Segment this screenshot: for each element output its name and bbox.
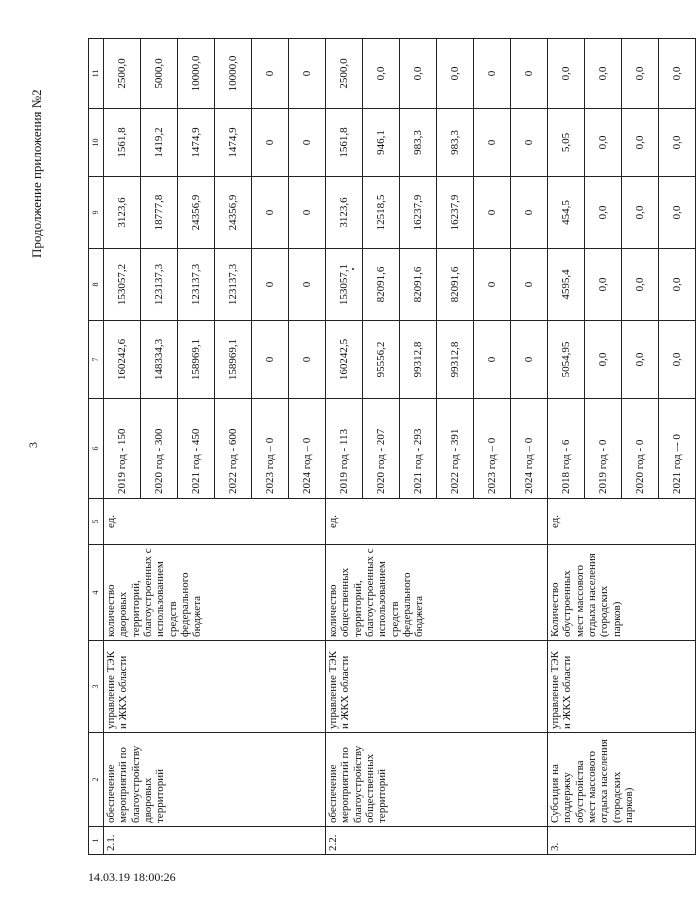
year-value-cell: 2019 год - 0 [585,399,622,499]
column-number: 4 [89,545,104,641]
local-budget-cell: 1474,9 [215,109,252,177]
federal-budget-cell: 0 [252,249,289,321]
local-budget-cell: 983,3 [437,109,474,177]
extra-budget-cell: 2500,0 [326,39,363,109]
total-cell: 0,0 [622,321,659,399]
total-cell: 0 [474,321,511,399]
local-budget-cell: 983,3 [400,109,437,177]
local-budget-cell: 0 [511,109,548,177]
total-cell: 0,0 [585,321,622,399]
extra-budget-cell: 0,0 [437,39,474,109]
year-value-cell: 2023 год – 0 [252,399,289,499]
federal-budget-cell: 0,0 [622,249,659,321]
page-number: 3 [26,442,40,448]
column-number: 1 [89,827,104,855]
extra-budget-cell: 0,0 [585,39,622,109]
federal-budget-cell: 123137,3 [178,249,215,321]
federal-budget-cell: 123137,3 [215,249,252,321]
year-value-cell: 2022 год - 600 [215,399,252,499]
print-timestamp: 14.03.19 18:00:26 [88,870,176,884]
row-number-cell: 2.1. [104,827,326,855]
executor-cell: управление ТЭК и ЖКХ области [326,641,548,733]
local-budget-cell: 0 [474,109,511,177]
rotated-table-container [88,39,683,855]
table-row [326,39,363,855]
table-row [104,39,141,855]
federal-budget-cell: 0 [474,249,511,321]
regional-budget-cell: 16237,9 [400,177,437,249]
year-value-cell: 2020 год - 0 [622,399,659,499]
year-value-cell: 2021 год –- 0 [659,399,696,499]
local-budget-cell: 0,0 [585,109,622,177]
executor-cell: управление ТЭК и ЖКХ области [548,641,696,733]
regional-budget-cell: 0 [289,177,326,249]
column-number: 10 [89,109,104,177]
regional-budget-cell: 3123,6 [104,177,141,249]
extra-budget-cell: 0,0 [659,39,696,109]
year-value-cell: 2019 год - 113 [326,399,363,499]
local-budget-cell: 5,05 [548,109,585,177]
regional-budget-cell: 3123,6 [326,177,363,249]
federal-budget-cell: 153057,2 [104,249,141,321]
federal-budget-cell: 153057,1 [326,249,363,321]
regional-budget-cell: 12518,5 [363,177,400,249]
local-budget-cell: 1419,2 [141,109,178,177]
program-table [88,38,696,855]
regional-budget-cell: 0 [474,177,511,249]
column-number: 2 [89,733,104,827]
column-number: 8 [89,249,104,321]
extra-budget-cell: 0 [511,39,548,109]
indicator-cell: количество общественных территорий, благоустроенных с использованием средств федерального бюджета [326,545,548,641]
regional-budget-cell: 0,0 [622,177,659,249]
regional-budget-cell: 0,0 [659,177,696,249]
total-cell: 5054,95 [548,321,585,399]
year-value-cell: 2023 год – 0 [474,399,511,499]
local-budget-cell: 1561,8 [326,109,363,177]
row-number-cell: 3. [548,827,696,855]
local-budget-cell: 0,0 [659,109,696,177]
federal-budget-cell: 0 [511,249,548,321]
regional-budget-cell: 16237,9 [437,177,474,249]
total-cell: 148334,3 [141,321,178,399]
column-number: 9 [89,177,104,249]
total-cell: 0 [252,321,289,399]
federal-budget-cell: 82091,6 [363,249,400,321]
extra-budget-cell: 10000,0 [178,39,215,109]
total-cell: 99312,8 [437,321,474,399]
year-value-cell: 2024 год – 0 [289,399,326,499]
total-cell: 99312,8 [400,321,437,399]
total-cell: 0 [511,321,548,399]
indicator-cell: количество дворовых территорий, благоустроенных с использованием средств федерального бюджета [104,545,326,641]
regional-budget-cell: 24356,9 [215,177,252,249]
unit-cell: ед. [548,499,696,545]
indicator-cell: Количество обустроенных мест массового отдыха населения (городских парков) [548,545,696,641]
extra-budget-cell: 0 [289,39,326,109]
local-budget-cell: 0 [289,109,326,177]
table-row [548,39,585,855]
extra-budget-cell: 0,0 [363,39,400,109]
appendix-title: Продолжение приложения №2 [29,89,44,258]
year-value-cell: 2024 год – 0 [511,399,548,499]
total-cell: 0,0 [659,321,696,399]
column-number: 11 [89,39,104,109]
extra-budget-cell: 0,0 [400,39,437,109]
federal-budget-cell: 0,0 [585,249,622,321]
extra-budget-cell: 0,0 [548,39,585,109]
regional-budget-cell: 454,5 [548,177,585,249]
regional-budget-cell: 18777,8 [141,177,178,249]
local-budget-cell: 0,0 [622,109,659,177]
federal-budget-cell: 4595,4 [548,249,585,321]
unit-cell: ед. [326,499,548,545]
executor-cell: управление ТЭК и ЖКХ области [104,641,326,733]
extra-budget-cell: 10000,0 [215,39,252,109]
extra-budget-cell: 2500,0 [104,39,141,109]
local-budget-cell: 1561,8 [104,109,141,177]
column-numbers-row [89,39,104,855]
federal-budget-cell: 0,0 [659,249,696,321]
year-value-cell: 2019 год - 150 [104,399,141,499]
regional-budget-cell: 24356,9 [178,177,215,249]
extra-budget-cell: 0 [474,39,511,109]
year-value-cell: 2018 год - 6 [548,399,585,499]
federal-budget-cell: 0 [289,249,326,321]
federal-budget-cell: 82091,6 [437,249,474,321]
total-cell: 158969,1 [178,321,215,399]
federal-budget-cell: 82091,6 [400,249,437,321]
column-number: 3 [89,641,104,733]
year-value-cell: 2020 год - 207 [363,399,400,499]
regional-budget-cell: 0 [511,177,548,249]
row-number-cell: 2.2. [326,827,548,855]
regional-budget-cell: 0,0 [585,177,622,249]
total-cell: 158969,1 [215,321,252,399]
unit-cell: ед. [104,499,326,545]
extra-budget-cell: 0 [252,39,289,109]
local-budget-cell: 0 [252,109,289,177]
measure-name-cell: обеспечение мероприятий по благоустройству дворовых территорий [104,733,326,827]
total-cell: 160242,6 [104,321,141,399]
year-value-cell: 2021 год - 293 [400,399,437,499]
column-number: 7 [89,321,104,399]
column-number: 6 [89,399,104,499]
measure-name-cell: обеспечение мероприятий по благоустройству общественных территорий [326,733,548,827]
extra-budget-cell: 5000,0 [141,39,178,109]
measure-name-cell: Субсидия на поддержку обустройства мест массового отдыха населения (городских парков) [548,733,696,827]
total-cell: 160242,5 [326,321,363,399]
total-cell: 0 [289,321,326,399]
column-number: 5 [89,499,104,545]
regional-budget-cell: 0 [252,177,289,249]
extra-budget-cell: 0,0 [622,39,659,109]
year-value-cell: 2021 год - 450 [178,399,215,499]
federal-budget-cell: 123137,3 [141,249,178,321]
local-budget-cell: 1474,9 [178,109,215,177]
year-value-cell: 2022 год - 391 [437,399,474,499]
local-budget-cell: 946,1 [363,109,400,177]
year-value-cell: 2020 год - 300 [141,399,178,499]
total-cell: 95556,2 [363,321,400,399]
